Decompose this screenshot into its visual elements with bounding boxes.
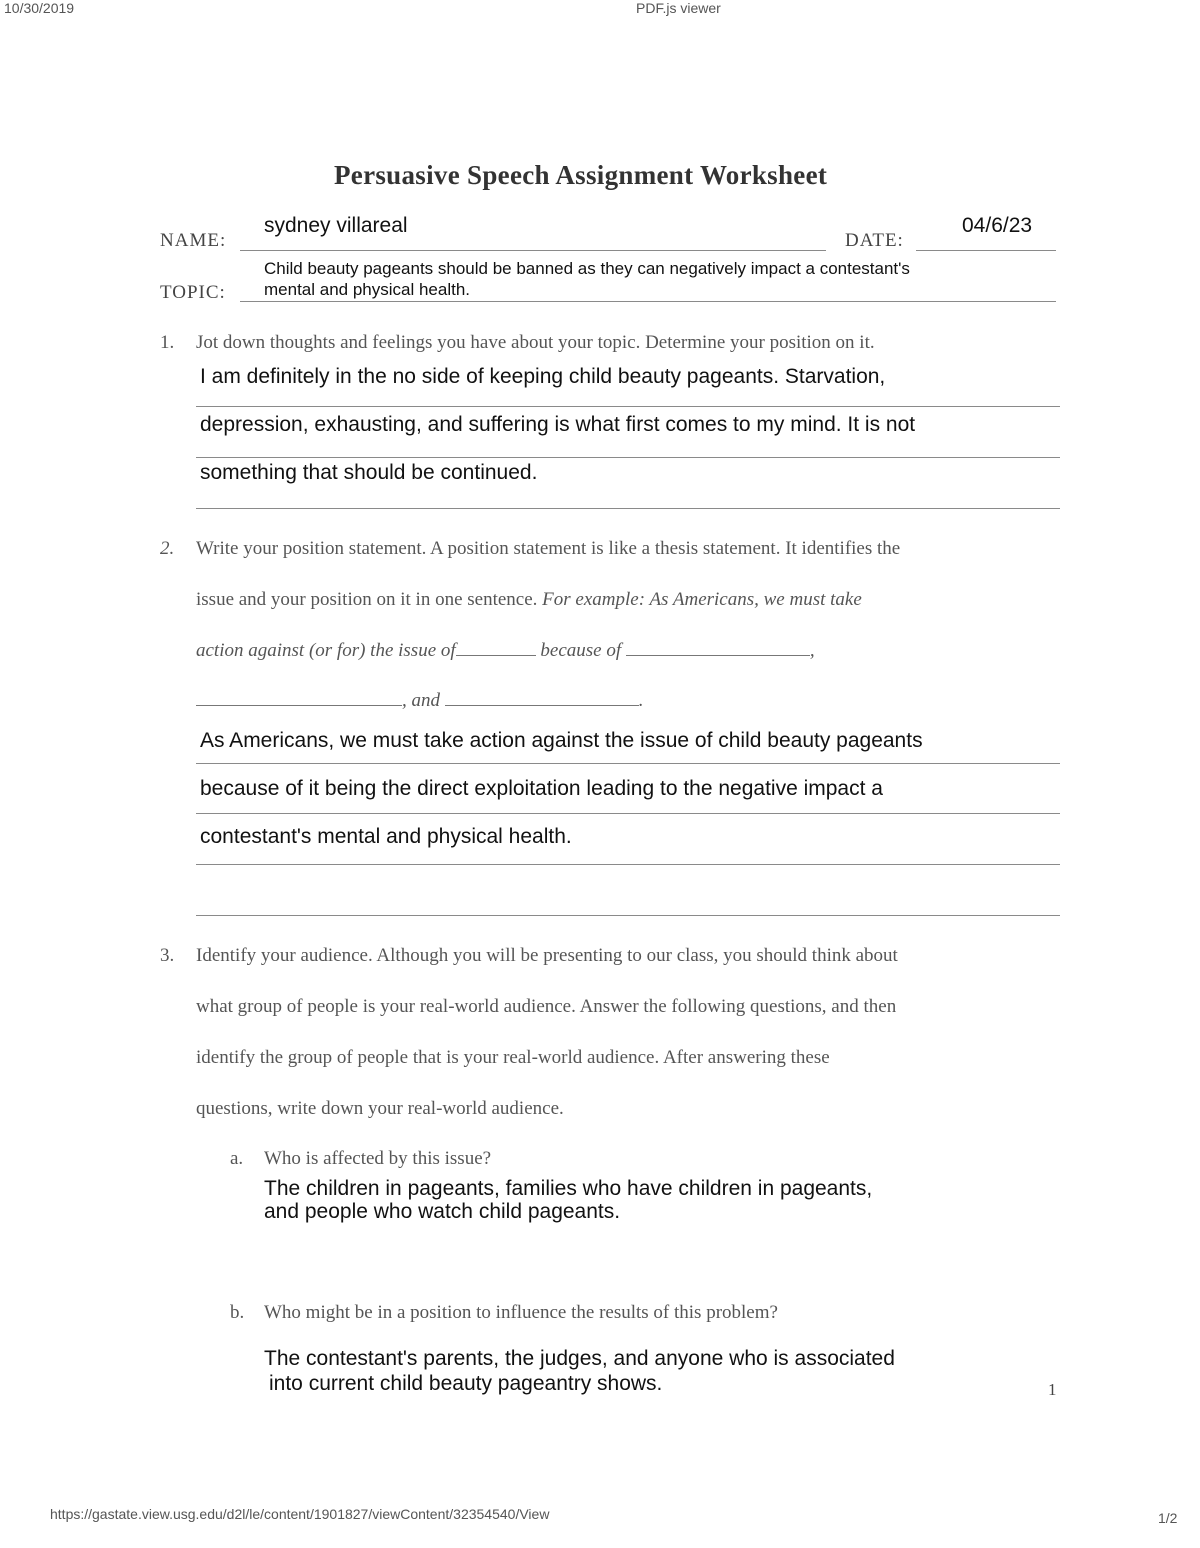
q2-blank-reason-1 <box>196 704 402 706</box>
topic-line-1: Child beauty pageants should be banned as they can negatively impact a contestant's <box>264 259 910 278</box>
page-number: 1 <box>1048 1380 1057 1399</box>
q3-prompt-line-4: questions, write down your real-world audience. <box>196 1098 564 1119</box>
q3b-answer-line-1: The contestant's parents, the judges, and anyone who is associated <box>264 1347 895 1370</box>
q3a-answer-line-1: The children in pageants, families who have children in pageants, <box>264 1177 873 1200</box>
q1-rule-3 <box>196 508 1060 509</box>
q2-prompt-line-3 <box>196 640 815 662</box>
q2-prompt-line-2 <box>196 589 862 611</box>
name-value: sydney villareal <box>264 214 408 237</box>
page-url: https://gastate.view.usg.edu/d2l/le/content/1901827/viewContent/32354540/View <box>50 1506 550 1522</box>
q3a-answer-line-2: and people who watch child pageants. <box>264 1200 621 1223</box>
q3b-letter: b. <box>230 1302 245 1323</box>
topic-line-2: mental and physical health. <box>264 280 471 299</box>
q3a-letter: a. <box>230 1148 244 1169</box>
q1-answer-line-2: depression, exhausting, and suffering is what first comes to my mind. It is not <box>200 413 916 436</box>
topic-line <box>240 301 1056 302</box>
q2-rule-4 <box>196 915 1060 916</box>
q1-answer-line-1: I am definitely in the no side of keeping child beauty pageants. Starvation, <box>200 365 886 388</box>
q2-answer-line-2: because of it being the direct exploitation leading to the negative impact a <box>200 777 883 800</box>
q3b-answer-line-2: into current child beauty pageantry shows. <box>269 1372 663 1395</box>
q3b-prompt: Who might be in a position to influence the results of this problem? <box>264 1302 778 1323</box>
q2-rule-1 <box>196 763 1060 764</box>
q2-prompt-line-2-text: issue and your position on it in one sentence. <box>196 589 538 610</box>
q3a-prompt: Who is affected by this issue? <box>264 1148 492 1169</box>
q2-prompt-line-1: Write your position statement. A position statement is like a thesis statement. It identifies the <box>196 538 901 559</box>
page-count: 1/2 <box>1158 1510 1178 1526</box>
q2-answer-line-1: As Americans, we must take action against the issue of child beauty pageants <box>200 729 923 752</box>
q1-rule-2 <box>196 457 1060 458</box>
q1-number: 1. <box>160 332 175 353</box>
q2-template-and: , and <box>402 690 440 711</box>
worksheet-title: Persuasive Speech Assignment Worksheet <box>334 160 828 190</box>
q3-prompt-line-2: what group of people is your real-world audience. Answer the following questions, and then <box>196 996 897 1017</box>
q2-template-comma: , <box>809 640 815 661</box>
q2-blank-reason-2 <box>445 704 639 706</box>
q2-template-period: . <box>638 690 644 711</box>
q2-rule-3 <box>196 864 1060 865</box>
q3-number: 3. <box>160 945 175 966</box>
q2-template-because-text: because of <box>540 640 622 661</box>
q2-template-issue-text: action against (or for) the issue of <box>196 640 456 661</box>
q2-rule-2 <box>196 813 1060 814</box>
q2-blank-issue <box>456 654 536 656</box>
q2-blank-because <box>626 654 810 656</box>
q3-prompt-line-3: identify the group of people that is your real-world audience. After answering these <box>196 1047 830 1068</box>
q3-prompt-line-1: Identify your audience. Although you will be presenting to our class, you should think about <box>196 945 898 966</box>
print-date: 10/30/2019 <box>4 0 75 16</box>
viewer-title: PDF.js viewer <box>636 0 721 16</box>
q1-prompt: Jot down thoughts and feelings you have about your topic. Determine your position on it. <box>196 332 875 353</box>
q1-answer-line-3: something that should be continued. <box>200 461 538 484</box>
q2-prompt-line-4 <box>196 690 644 712</box>
q2-answer-line-3: contestant's mental and physical health. <box>200 825 572 848</box>
topic-label: TOPIC: <box>160 282 226 303</box>
date-label: DATE: <box>845 230 904 251</box>
name-line <box>240 250 826 251</box>
date-line <box>916 250 1056 251</box>
q2-number: 2. <box>160 538 175 559</box>
name-label: NAME: <box>160 230 227 251</box>
q1-rule-1 <box>196 406 1060 407</box>
date-value: 04/6/23 <box>962 214 1033 237</box>
q2-prompt-line-2-example: For example: As Americans, we must take <box>542 589 862 610</box>
